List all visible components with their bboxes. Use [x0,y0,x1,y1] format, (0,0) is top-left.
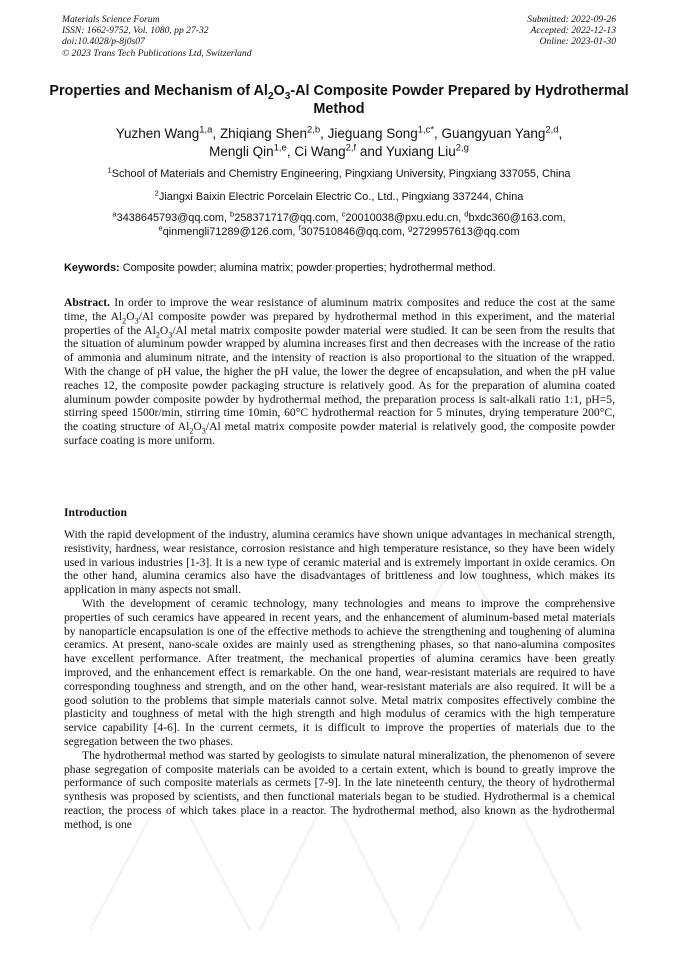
online-date: Online: 2023-01-30 [539,36,616,48]
section-heading-introduction: Introduction [64,506,127,519]
abstract: Abstract. In order to improve the wear resistance of aluminum matrix composites and reduce the cost at the same time, the $Al_2O_3/Al$ composite powder was prepared by hydrothermal method in this experiment, and the material properties of the $Al_2O_3/Al$ metal matrix composite powder material were studied. It can be seen from the results that the situation of aluminum powder wrapped by alumina increases first and then decreases with the increase of the ratio of ammonia and aluminum nitrate, and the intensity of reaction is also proportional to the situation of the wrapped. With the change of pH value, the higher the pH value, the lower the degree of encapsulation, and when the pH value reaches 12, the composite powder packaging structure is relatively good. As for the preparation of alumina coated aluminum powder composite powder by hydrothermal method, the preparation process is salt-alkali ratio 1:1, pH=5, stirring speed 1500r/min, stirring time 10min, 60°C hydrothermal reaction for 5 minutes, drying temperature 200°C, the coating structure of $Al_2O_3/Al$ metal matrix composite powder material is relatively good, the composite powder surface coating is more uniform. [64,296,616,447]
author: Ci Wang$^{2,f}$ and [294,142,386,159]
paragraph: With the development of ceramic technology, many technologies and means to improve the comprehensive properties of such ceramics have appeared in recent years, and the enhancement of aluminum-based metal materials by nanoparticle encapsulation is one of the effective methods to achieve the strengthening and toughening of alumina ceramics. At present, nano-scale oxides are mainly used as strengthening phases, so that nano-alumina composites have excellent performance. After treatment, the mechanical properties of alumina ceramics have been greatly improved, and the enhancement effect is remarkable. On the one hand, wear-resistant materials are required to have corresponding toughness and strength, and on the other hand, wear-resistant materials are also required. It will be a good solution to the problems that simple materials cannot solve. Metal matrix composites effectively combine the plasticity and toughness of metal with the high strength and high modulus of ceramics with the high temperature service capability [4-6]. In the current cermets, it is difficult to improve the properties of materials due to the segregation between the two phases. [64,596,615,748]
copyright: © 2023 Trans Tech Publications Ltd, Switzerland [62,47,252,59]
keywords-text: Composite powder; alumina matrix; powder properties; hydrothermal method. [119,262,496,274]
keywords-label: Keywords: [64,262,120,274]
email-link[interactable]: 3438645793@qq.com, [116,212,231,224]
journal-name: Materials Science Forum [62,14,160,25]
author: Yuxiang Liu$^{2,g}$ [385,142,469,159]
email-link[interactable]: 258371717@qq.com, [234,212,342,224]
accepted-date: Accepted: 2022-12-13 [530,25,616,37]
email-link[interactable]: 307510846@qq.com, [300,226,408,238]
introduction-body [64,528,615,832]
email-link[interactable]: 2729957613@qq.com [412,226,520,238]
author: Jieguang Song$^{1,c*}$, [327,124,442,141]
keywords [64,261,624,275]
paper-title: Properties and Mechanism of $Al_2O_3-Al$ Composite Powder Prepared by Hydrothermal Method [49,83,629,117]
author: Mengli Qin$^{1,e}$, [209,142,295,159]
author: Yuzhen Wang$^{1,a}$, [115,124,220,141]
author: Guangyuan Yang$^{2,d}$, [441,124,563,141]
submitted-date: Submitted: 2022-09-26 [527,14,616,25]
doi: doi:10.4028/p-8j0s07 [62,36,145,48]
header-right [527,14,616,48]
issn: ISSN: 1662-9752, Vol. 1080, pp 27-32 [62,25,209,37]
email-link[interactable]: bxdc360@163.com, [468,212,566,224]
affiliation-2: $^2$Jiangxi Baixin Electric Porcelain Electric Co., Ltd., Pingxiang 337244, China [154,188,524,203]
abstract-label: Abstract. [64,296,111,309]
email-list: $^a$3438645793@qq.com, $^b$258371717@qq.com, $^c$20010038@pxu.edu.cn, $^d$bxdc360@163.com, $^e$qinmengli71289@126.com, $^f$307510846@qq.com, $^g$2729957613@qq.com [112,209,566,238]
email-link[interactable]: qinmengli71289@126.com, [162,226,299,238]
header-left [62,14,252,59]
author-list [40,125,638,161]
email-link[interactable]: 20010038@pxu.edu.cn, [345,212,465,224]
paragraph: With the rapid development of the industry, alumina ceramics have shown unique advantages in mechanical strength, resistivity, hardness, wear resistance, corrosion resistance and high temperature resistance, so they have been widely used in various industries [1-3]. It is a new type of ceramic material and is extremely important in oxide ceramics. On the other hand, alumina ceramics also have the disadvantages of brittleness and low toughness, which makes its application in many aspects not small. [64,528,615,597]
affiliation-1: $^1$School of Materials and Chemistry Engineering, Pingxiang University, Pingxiang 337055, China [107,165,571,180]
author: Zhiqiang Shen$^{2,b}$, [219,124,328,141]
paragraph: The hydrothermal method was started by geologists to simulate natural mineralization, the phenomenon of severe phase segregation of composite materials can be avoided to a certain extent, which is bound to greatly improve the performance of such composite materials as cermets [7-9]. In the late nineteenth century, the theory of hydrothermal synthesis was proposed by scientists, and then functional materials began to be studied. Hydrothermal is a chemical reaction, the process of which takes place in a reactor. The hydrothermal method, also known as the hydrothermal method, is one [64,748,615,831]
